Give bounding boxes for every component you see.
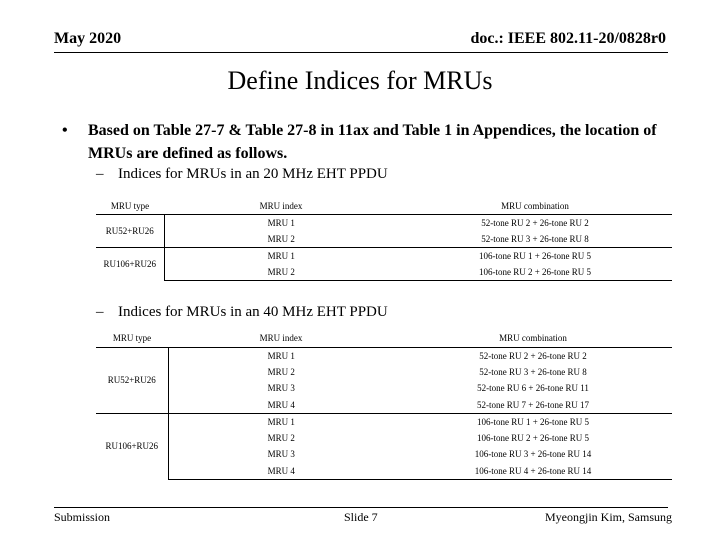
table-row [96, 231, 672, 248]
bullet-marker: • [62, 122, 68, 139]
table-header-index: MRU index [168, 330, 394, 347]
mru-index-cell: MRU 4 [168, 463, 394, 480]
header-divider [54, 52, 668, 53]
mru-index-cell: MRU 1 [267, 350, 295, 361]
footer-slide-number: Slide 7 [344, 510, 378, 524]
mru-type-cell: RU52+RU26 [96, 347, 168, 413]
mru-combination-cell: 52-tone RU 6 + 26-tone RU 11 [477, 383, 589, 394]
footer-author: Myeongjin Kim, Samsung [544, 510, 672, 524]
table-row [96, 264, 672, 281]
table-header-combination: MRU combination [394, 330, 672, 347]
mru-index-cell: MRU 2 [267, 233, 295, 244]
mru-combination-cell: 106-tone RU 1 + 26-tone RU 5 [398, 247, 672, 264]
mru-type-cell: RU106+RU26 [96, 247, 164, 280]
table-row [96, 463, 672, 480]
table-header-index: MRU index [164, 198, 398, 214]
table-row [96, 397, 672, 414]
table-body [96, 347, 672, 479]
table-body [96, 214, 672, 280]
mru-combination-cell: 106-tone RU 3 + 26-tone RU 14 [474, 449, 592, 460]
sub-bullet-dash: – [96, 304, 104, 320]
mru-index-cell: MRU 1 [267, 217, 295, 228]
mru-index-cell: MRU 1 [164, 247, 398, 264]
header-date: May 2020 [54, 30, 122, 47]
mru-combination-cell: 52-tone RU 3 + 26-tone RU 8 [479, 366, 587, 377]
mru-combination-cell: 106-tone RU 4 + 26-tone RU 14 [394, 463, 672, 480]
table-row [96, 413, 672, 430]
table-row [96, 247, 672, 264]
table-row [96, 347, 672, 364]
table-header-type: MRU type [96, 198, 164, 214]
table-header-type: MRU type [96, 330, 168, 347]
sub-bullet-dash: – [96, 166, 104, 182]
header-doc-id: doc.: IEEE 802.11-20/0828r0 [470, 30, 666, 47]
sub-bullet-20mhz [96, 166, 388, 183]
table-row [96, 364, 672, 381]
table-row [96, 430, 672, 447]
mru-index-cell: MRU 2 [267, 432, 295, 443]
sub-bullet-text: Indices for MRUs in an 40 MHz EHT PPDU [118, 304, 388, 320]
mru-index-cell: MRU 4 [267, 399, 295, 410]
mru-combination-cell: 52-tone RU 3 + 26-tone RU 8 [481, 233, 589, 244]
mru-index-cell: MRU 2 [267, 366, 295, 377]
mru-table-20mhz [96, 198, 672, 281]
mru-combination-cell: 106-tone RU 1 + 26-tone RU 5 [394, 413, 672, 430]
mru-combination-cell: 106-tone RU 2 + 26-tone RU 5 [398, 264, 672, 281]
footer-divider [54, 507, 668, 508]
table-row [96, 446, 672, 463]
footer-submission: Submission [54, 510, 111, 524]
mru-combination-cell: 52-tone RU 7 + 26-tone RU 17 [476, 399, 590, 410]
mru-combination-cell: 52-tone RU 2 + 26-tone RU 2 [481, 217, 589, 228]
mru-index-cell: MRU 3 [267, 449, 295, 460]
table-row [96, 214, 672, 231]
mru-index-cell: MRU 3 [267, 383, 295, 394]
table-header-combination: MRU combination [398, 198, 672, 214]
table-row [96, 380, 672, 397]
mru-combination-cell: 106-tone RU 2 + 26-tone RU 5 [476, 432, 590, 443]
mru-type-cell: RU106+RU26 [96, 413, 168, 479]
slide-title: Define Indices for MRUs [227, 66, 493, 95]
mru-table-40mhz [96, 330, 672, 480]
bullet-text: Based on Table 27-7 & Table 27-8 in 11ax and Table 1 in Appendices, the location of MRUs are defined as follows. [88, 122, 657, 162]
mru-type-cell: RU52+RU26 [96, 214, 164, 247]
sub-bullet-40mhz [96, 304, 388, 321]
sub-bullet-text: Indices for MRUs in an 20 MHz EHT PPDU [118, 166, 388, 182]
mru-index-cell: MRU 1 [168, 413, 394, 430]
mru-index-cell: MRU 2 [164, 264, 398, 281]
mru-combination-cell: 52-tone RU 2 + 26-tone RU 2 [479, 350, 587, 361]
